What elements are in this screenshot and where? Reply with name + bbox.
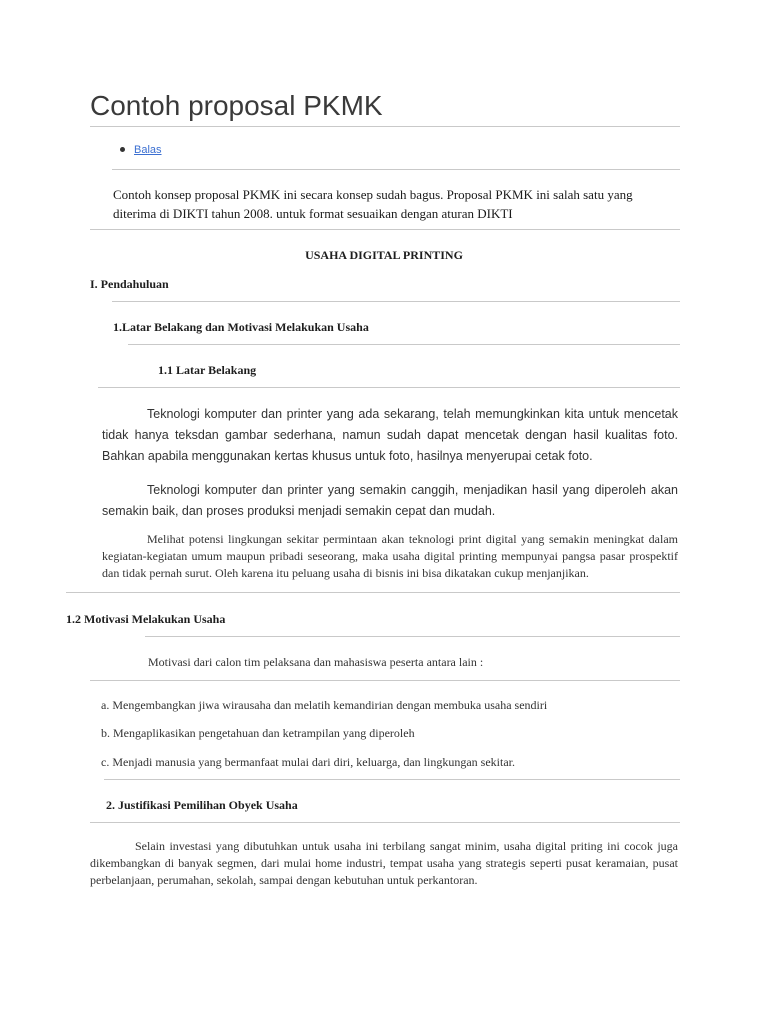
paragraph-justifikasi: Selain investasi yang dibutuhkan untuk usaha ini terbilang sangat minim, usaha digital priting ini cocok juga dikembangkan di banyak segmen, dari mulai home industri, tempat usaha yang strategis seperti pusat keramaian, pusat perbelanjaan, perumahan, sekolah, sampai dengan kebutuhan untuk perkantoran. bbox=[90, 839, 678, 887]
divider bbox=[128, 344, 680, 345]
reply-row bbox=[120, 144, 162, 156]
motivation-intro: Motivasi dari calon tim pelaksana dan mahasiswa peserta antara lain : bbox=[148, 655, 484, 669]
subsection-heading-justifikasi: 2. Justifikasi Pemilihan Obyek Usaha bbox=[106, 798, 298, 812]
intro-paragraph: Contoh konsep proposal PKMK ini secara konsep sudah bagus. Proposal PKMK ini salah satu yang diterima di DIKTI tahun 2008. untuk format sesuaikan dengan aturan DIKTI bbox=[113, 187, 633, 221]
paragraph-teknologi-1: Teknologi komputer dan printer yang ada sekarang, telah memungkinkan kita untuk mencetak tidak hanya teksdan gambar sederhana, namun sudah dapat mencetak dengan hasil kualitas foto. Bahkan apabila menggunakan kertas khusus untuk foto, hasilnya menyerupai cetak foto. bbox=[102, 407, 678, 463]
divider bbox=[145, 636, 680, 637]
post-title: Contoh proposal PKMK bbox=[90, 90, 383, 121]
subsection-heading-motivasi: 1.2 Motivasi Melakukan Usaha bbox=[66, 612, 226, 626]
motivation-item-c: c. Menjadi manusia yang bermanfaat mulai dari diri, keluarga, dan lingkungan sekitar. bbox=[101, 755, 515, 769]
subsection-heading-latar-belakang: 1.1 Latar Belakang bbox=[158, 363, 257, 377]
bullet-icon bbox=[120, 147, 125, 152]
divider bbox=[90, 822, 680, 823]
paragraph-potensi: Melihat potensi lingkungan sekitar permintaan akan teknologi print digital yang semakin meningkat dalam kegiatan-kegiatan umum maupun pribadi seseorang, maka usaha digital printing mempunyai pangsa pasar prospektif dan tidak pernah surut. Oleh karena itu peluang usaha di bisnis ini bisa dikatakan cukup menjanjikan. bbox=[102, 532, 678, 580]
main-heading: USAHA DIGITAL PRINTING bbox=[305, 248, 463, 262]
divider bbox=[98, 387, 680, 388]
motivation-item-a: a. Mengembangkan jiwa wirausaha dan melatih kemandirian dengan membuka usaha sendiri bbox=[101, 698, 548, 712]
divider bbox=[112, 301, 680, 302]
paragraph-teknologi-2: Teknologi komputer dan printer yang semakin canggih, menjadikan hasil yang diperoleh akan semakin baik, dan proses produksi menjadi semakin cepat dan mudah. bbox=[102, 483, 678, 518]
motivation-item-b: b. Mengaplikasikan pengetahuan dan ketrampilan yang diperoleh bbox=[101, 726, 415, 740]
divider bbox=[90, 680, 680, 681]
divider bbox=[104, 779, 680, 780]
divider bbox=[90, 126, 680, 127]
reply-link[interactable]: Balas bbox=[134, 144, 162, 156]
divider bbox=[66, 592, 680, 593]
divider bbox=[112, 169, 680, 170]
section-heading-pendahuluan: I. Pendahuluan bbox=[90, 277, 169, 291]
subsection-heading-latar-motivasi: 1.Latar Belakang dan Motivasi Melakukan Usaha bbox=[113, 320, 369, 334]
divider bbox=[90, 229, 680, 230]
